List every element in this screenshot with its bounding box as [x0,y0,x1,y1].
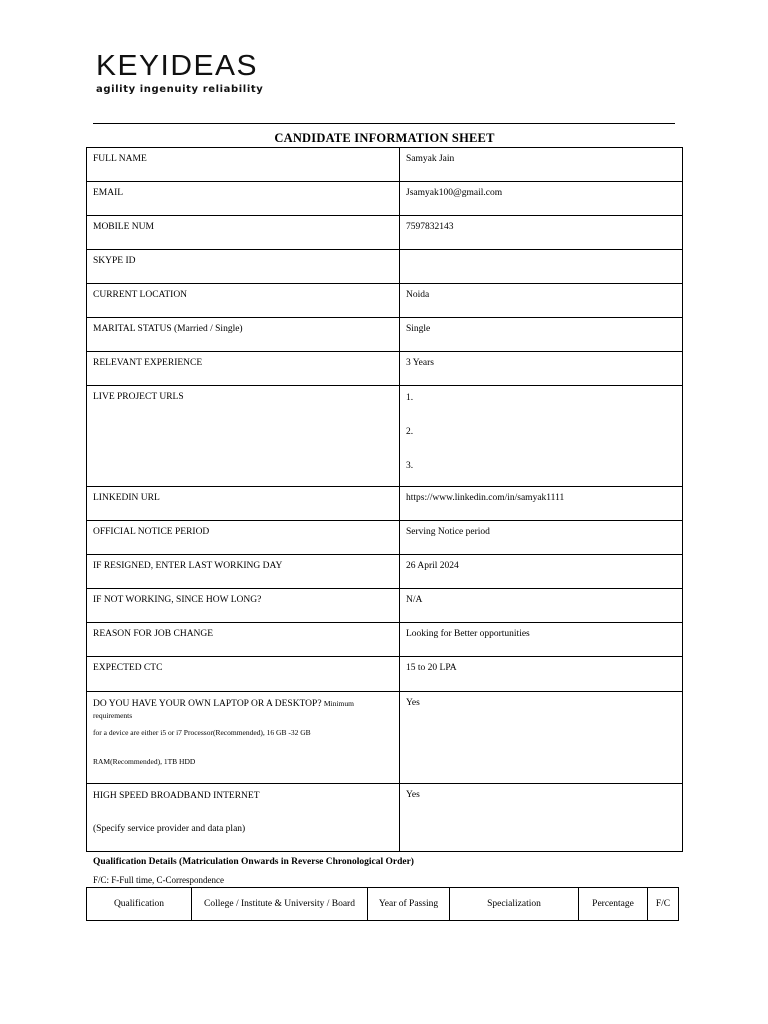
col-specialization: Specialization [450,888,579,921]
table-row-broadband [87,784,683,852]
label-last-day: IF RESIGNED, ENTER LAST WORKING DAY [87,555,400,589]
label-email: EMAIL [87,182,400,216]
table-row-mobile [87,216,683,250]
value-broadband[interactable]: Yes [400,784,683,852]
url-item-1: 1. [406,393,414,403]
label-full-name: FULL NAME [87,148,400,182]
laptop-question: DO YOU HAVE YOUR OWN LAPTOP OR A DESKTOP? [93,699,322,709]
company-logo [96,52,263,95]
qualification-heading: Qualification Details (Matriculation Onwards in Reverse Chronological Order) [93,857,414,867]
value-mobile[interactable]: 7597832143 [400,216,683,250]
value-email[interactable]: Jsamyak100@gmail.com [400,182,683,216]
logo-tagline: agility ingenuity reliability [96,84,264,95]
laptop-req-3: RAM(Recommended), 1TB HDD [93,757,196,766]
table-row-marital [87,318,683,352]
label-location: CURRENT LOCATION [87,284,400,318]
col-fc: F/C [648,888,679,921]
value-notice[interactable]: Serving Notice period [400,521,683,555]
table-row-skype [87,250,683,284]
table-row-linkedin [87,487,683,521]
label-live-urls: LIVE PROJECT URLS [87,386,400,487]
table-row-notice [87,521,683,555]
table-row-live-urls [87,386,683,487]
value-live-urls[interactable] [400,386,683,487]
label-broadband [87,784,400,852]
qualification-header-row [87,888,679,921]
table-row-not-working [87,589,683,623]
table-row-location [87,284,683,318]
table-row-full-name [87,148,683,182]
value-not-working[interactable]: N/A [400,589,683,623]
value-skype[interactable] [400,250,683,284]
table-row-reason [87,623,683,657]
table-row-ctc [87,657,683,692]
page-title: CANDIDATE INFORMATION SHEET [274,131,495,145]
broadband-sublabel: (Specify service provider and data plan) [93,824,246,834]
col-qualification: Qualification [87,888,192,921]
label-notice: OFFICIAL NOTICE PERIOD [87,521,400,555]
col-college: College / Institute & University / Board [192,888,368,921]
label-ctc: EXPECTED CTC [87,657,400,692]
qualification-table [86,887,679,921]
value-linkedin[interactable]: https://www.linkedin.com/in/samyak1111 [400,487,683,521]
value-marital[interactable]: Single [400,318,683,352]
value-last-day[interactable]: 26 April 2024 [400,555,683,589]
value-laptop[interactable]: Yes [400,692,683,784]
label-linkedin: LINKEDIN URL [87,487,400,521]
table-row-experience [87,352,683,386]
label-reason: REASON FOR JOB CHANGE [87,623,400,657]
candidate-info-table [86,147,683,852]
broadband-question: HIGH SPEED BROADBAND INTERNET [93,791,260,801]
value-location[interactable]: Noida [400,284,683,318]
url-item-3: 3. [406,461,414,471]
label-skype: SKYPE ID [87,250,400,284]
fc-note: F/C: F-Full time, C-Correspondence [93,875,224,885]
label-laptop [87,692,400,784]
col-year: Year of Passing [368,888,450,921]
table-row-last-day [87,555,683,589]
laptop-req-2: for a device are either i5 or i7 Processor(Recommended), 16 GB -32 GB [93,728,311,737]
col-percentage: Percentage [579,888,648,921]
label-experience: RELEVANT EXPERIENCE [87,352,400,386]
value-experience[interactable]: 3 Years [400,352,683,386]
header-divider [93,123,675,124]
label-marital: MARITAL STATUS (Married / Single) [87,318,400,352]
laptop-req-1: Minimum requirements [93,699,354,720]
logo-wordmark: KEYIDEAS [96,50,259,82]
label-not-working: IF NOT WORKING, SINCE HOW LONG? [87,589,400,623]
table-row-laptop [87,692,683,784]
value-ctc[interactable]: 15 to 20 LPA [400,657,683,692]
value-reason[interactable]: Looking for Better opportunities [400,623,683,657]
value-full-name[interactable]: Samyak Jain [400,148,683,182]
table-row-email [87,182,683,216]
label-mobile: MOBILE NUM [87,216,400,250]
url-item-2: 2. [406,427,414,437]
